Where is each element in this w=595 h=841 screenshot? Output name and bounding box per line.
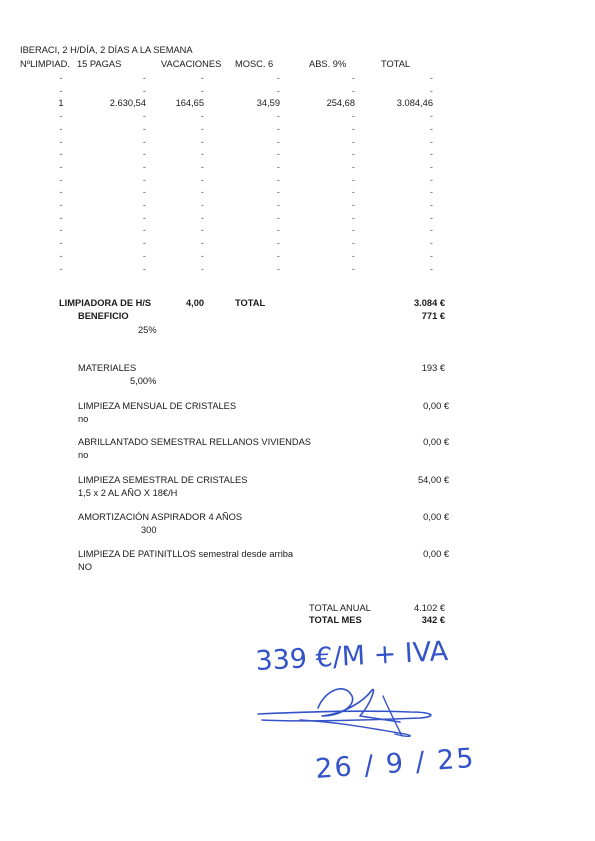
table-cell: - (142, 212, 146, 223)
item-value: 0,00 € (423, 401, 449, 411)
table-cell: - (142, 250, 146, 261)
table-row (0, 137, 595, 149)
table-cell: - (429, 212, 433, 223)
table-cell: - (200, 250, 204, 261)
table-cell: - (429, 250, 433, 261)
table-cell: - (59, 212, 63, 223)
table-cell: - (59, 187, 63, 198)
handwritten-annotations (0, 630, 595, 800)
table-row (0, 124, 595, 136)
handwritten-price-note: 339 €/M + IVA (254, 635, 449, 677)
table-cell: - (429, 238, 433, 249)
table-cell: - (351, 136, 355, 147)
item-value: 0,00 € (423, 549, 449, 559)
table-cell: - (351, 161, 355, 172)
table-cell: - (59, 85, 63, 96)
table-cell: - (142, 238, 146, 249)
table-cell: - (276, 238, 280, 249)
table-row (0, 200, 595, 212)
table-cell: - (276, 250, 280, 261)
table-row (0, 73, 595, 85)
table-cell: - (429, 174, 433, 185)
table-cell: - (351, 263, 355, 274)
table-cell: - (276, 174, 280, 185)
table-cell: - (59, 263, 63, 274)
handwritten-date: 26 / 9 / 25 (314, 742, 477, 785)
summary-label: LIMPIADORA DE H/S (59, 298, 152, 308)
table-cell: - (276, 263, 280, 274)
table-cell: - (429, 200, 433, 210)
table-cell: - (142, 187, 146, 198)
table-cell: - (351, 149, 355, 160)
signature (258, 689, 431, 736)
table-cell: - (429, 149, 433, 160)
column-header-pagas: 15 PAGAS (77, 59, 122, 69)
summary-hours: 4,00 (186, 298, 205, 308)
table-cell: - (59, 161, 63, 172)
item-label: ABRILLANTADO SEMESTRAL RELLANOS VIVIENDAS (78, 437, 312, 447)
table-cell: - (351, 200, 355, 210)
item-label: LIMPIEZA DE PATINITLLOS semestral desde arriba (78, 549, 294, 559)
table-cell: - (351, 123, 355, 134)
table-cell: - (200, 149, 204, 160)
table-cell: - (142, 149, 146, 160)
table-cell: - (142, 174, 146, 185)
table-cell: - (276, 187, 280, 198)
table-cell: - (276, 200, 280, 210)
table-cell: - (142, 263, 146, 274)
table-cell: - (200, 187, 204, 198)
table-cell: - (276, 225, 280, 236)
benefit-value: 771 € (421, 311, 445, 321)
table-cell: - (200, 212, 204, 223)
table-cell: - (142, 123, 146, 134)
table-cell: - (142, 161, 146, 172)
item-sub: no (78, 414, 89, 424)
item-label: AMORTIZACIÓN ASPIRADOR 4 AÑOS (78, 512, 243, 522)
table-cell: - (351, 111, 355, 122)
table-cell: - (351, 73, 355, 83)
column-header-vacaciones: VACACIONES (161, 59, 222, 69)
item-sub: 1,5 x 2 AL AÑO X 18€/H (78, 488, 178, 498)
table-cell: - (200, 200, 204, 210)
summary-total-value: 3.084 € (413, 298, 445, 308)
table-row (0, 98, 595, 110)
table-cell: - (429, 161, 433, 172)
table-cell: - (59, 250, 63, 261)
table-row (0, 187, 595, 199)
item-value: 0,00 € (423, 437, 449, 447)
table-cell: - (351, 85, 355, 96)
table-row (0, 213, 595, 225)
table-cell: - (276, 149, 280, 160)
item-value: 54,00 € (417, 475, 449, 485)
table-cell: - (142, 225, 146, 236)
table-cell: - (276, 73, 280, 83)
table-cell: - (200, 123, 204, 134)
document-title: IBERACI, 2 H/DÍA, 2 DÍAS A LA SEMANA (20, 45, 193, 55)
table-cell: - (59, 174, 63, 185)
column-header-abs: ABS. 9% (309, 59, 347, 69)
table-row (0, 225, 595, 237)
table-cell: - (351, 225, 355, 236)
table-row (0, 251, 595, 263)
item-value: 193 € (421, 363, 445, 373)
annual-total-label: TOTAL ANUAL (309, 603, 371, 613)
table-cell: 164,65 (175, 98, 204, 109)
item-sub: 300 (141, 525, 157, 535)
table-cell: - (142, 136, 146, 147)
item-value: 0,00 € (423, 512, 449, 522)
table-cell: - (429, 111, 433, 122)
table-row (0, 162, 595, 174)
table-cell: - (200, 174, 204, 185)
table-cell: - (276, 212, 280, 223)
item-label: MATERIALES (78, 363, 137, 373)
table-cell: - (429, 85, 433, 96)
item-sub: 5,00% (130, 376, 157, 386)
table-cell: - (142, 111, 146, 122)
table-cell: - (200, 111, 204, 122)
table-row (0, 111, 595, 123)
column-header-limpiad: NºLIMPIAD. (20, 59, 70, 69)
table-cell: - (429, 136, 433, 147)
table-cell: - (429, 123, 433, 134)
table-cell: - (429, 263, 433, 274)
table-cell: - (59, 200, 63, 210)
table-cell: 254,68 (326, 98, 355, 109)
item-sub: no (78, 450, 89, 460)
table-cell: - (59, 225, 63, 236)
table-cell: - (200, 225, 204, 236)
table-cell: - (200, 85, 204, 96)
table-cell: - (59, 73, 63, 83)
table-cell: - (200, 136, 204, 147)
table-cell: - (142, 85, 146, 96)
table-row (0, 238, 595, 250)
table-cell: - (142, 73, 146, 83)
table-cell: - (429, 187, 433, 198)
item-label: LIMPIEZA MENSUAL DE CRISTALES (78, 401, 237, 411)
table-cell: 3.084,46 (396, 98, 433, 109)
monthly-total-value: 342 € (421, 615, 445, 625)
table-cell: - (351, 187, 355, 198)
table-row (0, 175, 595, 187)
table-cell: 1 (58, 98, 64, 109)
item-sub: NO (78, 562, 92, 572)
annual-total-value: 4.102 € (413, 603, 445, 613)
table-cell: - (276, 161, 280, 172)
benefit-percent: 25% (138, 325, 157, 335)
table-row (0, 149, 595, 161)
monthly-total-label: TOTAL MES (309, 615, 362, 625)
column-header-total: TOTAL (381, 59, 411, 69)
table-cell: - (200, 263, 204, 274)
table-cell: - (276, 85, 280, 96)
column-header-mosc: MOSC. 6 (235, 59, 274, 69)
table-cell: - (429, 73, 433, 83)
table-cell: - (351, 250, 355, 261)
benefit-label: BENEFICIO (78, 311, 129, 321)
table-cell: 34,59 (256, 98, 280, 109)
item-label: LIMPIEZA SEMESTRAL DE CRISTALES (78, 475, 248, 485)
table-cell: - (276, 136, 280, 147)
table-cell: - (59, 149, 63, 160)
table-cell: - (351, 212, 355, 223)
table-cell: - (429, 225, 433, 236)
summary-total-label: TOTAL (235, 298, 266, 308)
table-cell: - (351, 238, 355, 249)
table-row (0, 264, 595, 276)
table-cell: - (200, 238, 204, 249)
table-cell: - (142, 200, 146, 210)
table-cell: - (59, 238, 63, 249)
table-cell: - (200, 73, 204, 83)
table-cell: - (59, 111, 63, 122)
table-cell: - (351, 174, 355, 185)
table-row (0, 86, 595, 98)
table-cell: 2.630,54 (109, 98, 146, 109)
table-cell: - (59, 123, 63, 134)
table-cell: - (276, 111, 280, 122)
table-cell: - (200, 161, 204, 172)
table-cell: - (276, 123, 280, 134)
table-cell: - (59, 136, 63, 147)
